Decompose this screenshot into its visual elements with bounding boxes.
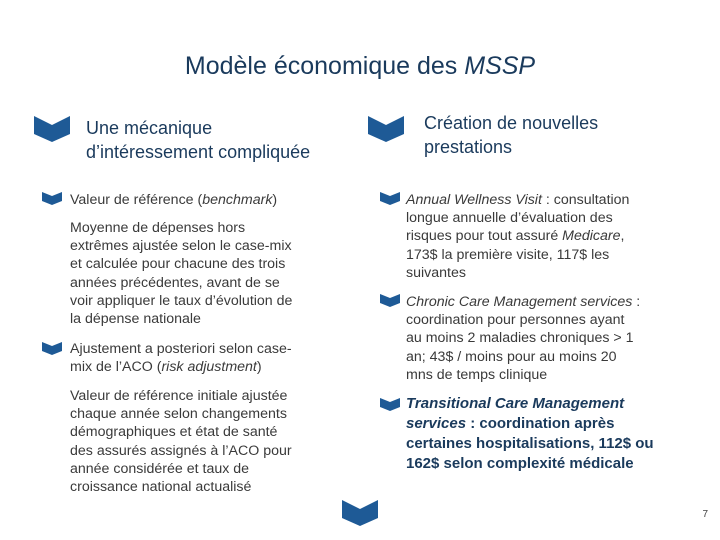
left-bullet-2: Ajustement a posteriori selon case- mix de l’ACO (risk adjustment) bbox=[70, 341, 292, 376]
chevron-bullet-icon bbox=[380, 398, 400, 411]
chevron-bullet-icon bbox=[42, 192, 62, 205]
left-paragraph-1: Moyenne de dépenses hors extrêmes ajustée selon le case-mix et calculée pour chacune des trois années précédentes, avant de se voir appliquer le taux d’évolution de la dépense nationale bbox=[70, 220, 293, 328]
left-bullet-1: Valeur de référence (benchmark) bbox=[70, 192, 278, 208]
left-paragraph-2: Valeur de référence initiale ajustée chaque année selon changements démographiques et état de santé des assurés assignés à l’ACO pour année considérée et taux de croissance national actualisé bbox=[70, 388, 292, 496]
page-number: 7 bbox=[702, 509, 708, 520]
right-section-heading: Création de nouvelles prestations bbox=[424, 113, 599, 157]
chevron-bullet-icon bbox=[42, 342, 62, 355]
right-bullet-1: Annual Wellness Visit : consultation longue annuelle d’évaluation des risques pour tout assuré Medicare, 173$ la première visite, 117$ les suivantes bbox=[406, 192, 630, 281]
chevron-bullet-icon bbox=[380, 192, 400, 205]
left-section-heading: Une mécanique d’intéressement compliquée bbox=[86, 118, 311, 162]
chevron-banner-icon bbox=[368, 116, 404, 142]
right-bullet-2: Chronic Care Management services : coordination pour personnes ayant au moins 2 maladies chroniques > 1 an; 43$ / moins pour au moins 20 mns de temps clinique bbox=[406, 294, 641, 383]
chevron-banner-icon bbox=[342, 500, 378, 526]
chevron-banner-icon bbox=[34, 116, 70, 142]
right-bullet-3: Transitional Care Management services : coordination après certaines hospitalisations, 112$ ou 162$ selon complexité médicale bbox=[406, 395, 654, 472]
page-title: Modèle économique des MSSP bbox=[184, 52, 536, 80]
chevron-bullet-icon bbox=[380, 294, 400, 307]
